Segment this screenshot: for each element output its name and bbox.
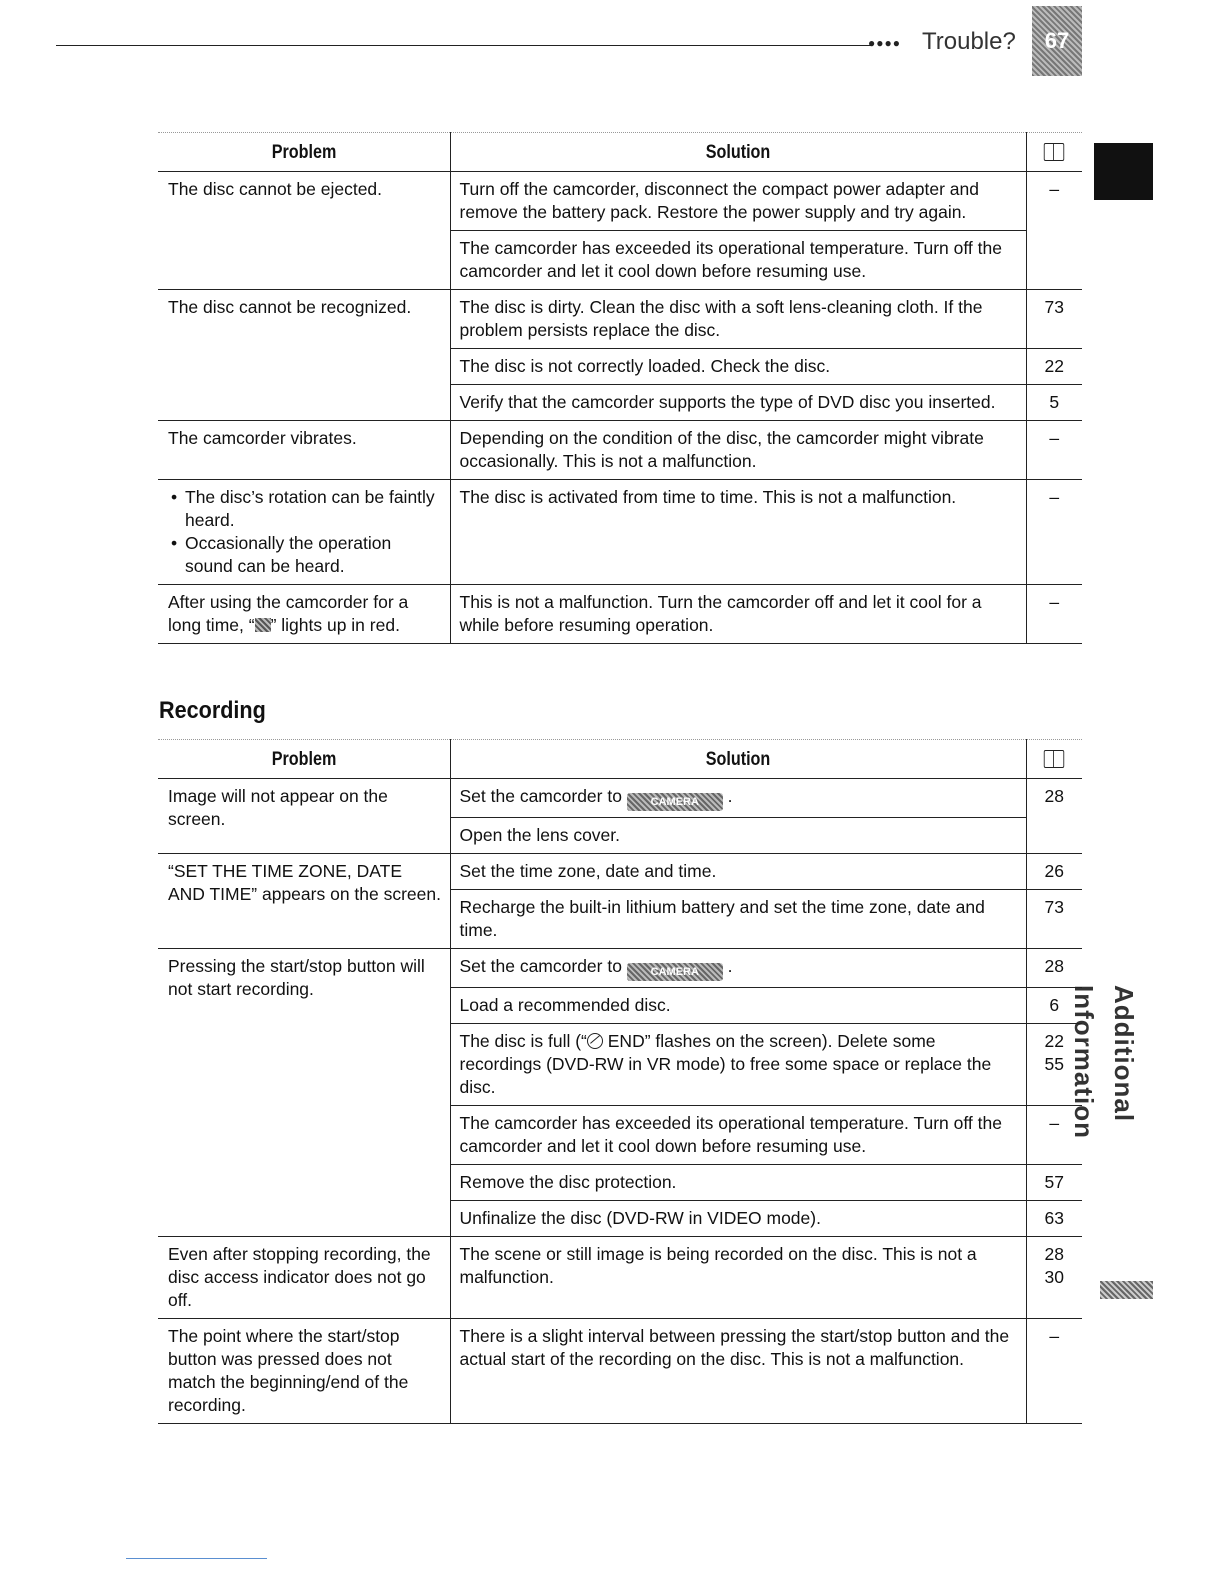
solution-cell: Depending on the condition of the disc, the camcorder might vibrate occasionally. This is not a malfunction. xyxy=(450,421,1026,480)
camera-mode-icon: CAMERA xyxy=(627,793,723,811)
solution-header: Solution xyxy=(450,133,1026,172)
solution-cell: Set the time zone, date and time. xyxy=(450,854,1026,890)
header-dots: ●●●● xyxy=(868,36,901,50)
page-ref-cell: 57 xyxy=(1026,1165,1082,1201)
table-row xyxy=(158,421,1082,480)
page-ref-cell: 26 xyxy=(1026,854,1082,890)
solution-cell: This is not a malfunction. Turn the camcorder off and let it cool for a while before resuming operation. xyxy=(450,585,1026,644)
footer-rule xyxy=(126,1558,267,1559)
problem-cell: The disc cannot be recognized. xyxy=(158,290,450,421)
camera-mode-icon: CAMERA xyxy=(627,963,723,981)
list-item: • Occasionally the operation sound can be heard. xyxy=(185,532,442,578)
recording-trouble-table xyxy=(158,739,1082,1424)
solution-text: END” flashes on the screen). Delete some recordings (DVD-RW in VR mode) to free some space or replace the disc. xyxy=(459,1031,992,1097)
chapter-stripe xyxy=(1100,1281,1153,1299)
table-row xyxy=(158,1237,1082,1319)
table-row xyxy=(158,779,1082,818)
table-row xyxy=(158,480,1082,585)
disc-trouble-table xyxy=(158,132,1082,644)
solution-cell: The disc is dirty. Clean the disc with a soft lens-cleaning cloth. If the problem persists replace the disc. xyxy=(450,290,1026,349)
solution-cell: Open the lens cover. xyxy=(450,818,1026,854)
page-section-title: Trouble? xyxy=(922,28,1016,55)
table-header-row xyxy=(158,740,1082,779)
table-row xyxy=(158,172,1082,231)
temperature-warning-icon xyxy=(255,618,271,632)
problem-cell: The camcorder vibrates. xyxy=(158,421,450,480)
problem-text: ” lights up in red. xyxy=(270,615,400,635)
page-ref-cell: – xyxy=(1026,1106,1082,1165)
table-row xyxy=(158,585,1082,644)
solution-cell: The disc is activated from time to time. This is not a malfunction. xyxy=(450,480,1026,585)
table-row xyxy=(158,854,1082,890)
solution-cell: Unfinalize the disc (DVD-RW in VIDEO mode). xyxy=(450,1201,1026,1237)
page-ref-cell: 73 xyxy=(1026,890,1082,949)
problem-header: Problem xyxy=(158,133,450,172)
page-ref-cell: 28 30 xyxy=(1026,1237,1082,1319)
disc-icon xyxy=(587,1033,603,1049)
table-row xyxy=(158,1319,1082,1424)
list-item: • The disc’s rotation can be faintly heard. xyxy=(185,486,442,532)
solution-cell: The scene or still image is being recorded on the disc. This is not a malfunction. xyxy=(450,1237,1026,1319)
page-ref-cell: 5 xyxy=(1026,385,1082,421)
solution-cell: Load a recommended disc. xyxy=(450,988,1026,1024)
problem-cell: “SET THE TIME ZONE, DATE AND TIME” appears on the screen. xyxy=(158,854,450,949)
page-ref-cell: 73 xyxy=(1026,290,1082,349)
page-ref-cell: – xyxy=(1026,421,1082,480)
solution-cell xyxy=(450,779,1026,818)
header-rule xyxy=(56,45,871,46)
solution-cell: Verify that the camcorder supports the type of DVD disc you inserted. xyxy=(450,385,1026,421)
table-row xyxy=(158,949,1082,988)
problem-cell xyxy=(158,585,450,644)
problem-cell: Pressing the start/stop button will not start recording. xyxy=(158,949,450,1237)
problem-cell: The point where the start/stop button was pressed does not match the beginning/end of the recording. xyxy=(158,1319,450,1424)
solution-cell: Remove the disc protection. xyxy=(450,1165,1026,1201)
page-ref-cell: 28 xyxy=(1026,779,1082,854)
book-icon xyxy=(1044,143,1064,161)
solution-cell xyxy=(450,949,1026,988)
solution-cell: The camcorder has exceeded its operational temperature. Turn off the camcorder and let it cool down before resuming use. xyxy=(450,231,1026,290)
problem-bullet-list xyxy=(168,486,442,578)
chapter-side-label: Additional Information xyxy=(1069,985,1139,1139)
reference-header xyxy=(1026,740,1082,779)
page-ref-cell: – xyxy=(1026,480,1082,585)
solution-cell xyxy=(450,1024,1026,1106)
solution-header: Solution xyxy=(450,740,1026,779)
page-number: 67 xyxy=(1032,6,1082,76)
solution-text: The disc is full (“ xyxy=(459,1031,587,1051)
page-ref-cell: 63 xyxy=(1026,1201,1082,1237)
problem-cell: The disc cannot be ejected. xyxy=(158,172,450,290)
solution-text: Set the camcorder to xyxy=(459,786,627,806)
solution-text: . xyxy=(722,786,733,806)
page-ref-cell: – xyxy=(1026,585,1082,644)
problem-cell: Image will not appear on the screen. xyxy=(158,779,450,854)
solution-cell: Turn off the camcorder, disconnect the compact power adapter and remove the battery pack. Restore the power supply and try again. xyxy=(450,172,1026,231)
page-ref-cell: 28 xyxy=(1026,949,1082,988)
page-ref-cell: 22 55 xyxy=(1026,1024,1082,1106)
chapter-tab-marker xyxy=(1094,143,1153,200)
recording-heading: Recording xyxy=(159,697,266,724)
solution-cell: Recharge the built-in lithium battery and set the time zone, date and time. xyxy=(450,890,1026,949)
page-ref-cell: – xyxy=(1026,172,1082,290)
solution-text: . xyxy=(722,956,733,976)
solution-cell: The camcorder has exceeded its operational temperature. Turn off the camcorder and let it cool down before resuming use. xyxy=(450,1106,1026,1165)
solution-text: Set the camcorder to xyxy=(459,956,627,976)
solution-cell: There is a slight interval between pressing the start/stop button and the actual start of the recording on the disc. This is not a malfunction. xyxy=(450,1319,1026,1424)
solution-cell: The disc is not correctly loaded. Check the disc. xyxy=(450,349,1026,385)
table-header-row xyxy=(158,133,1082,172)
page-ref-cell: 22 xyxy=(1026,349,1082,385)
page-ref-cell: 6 xyxy=(1026,988,1082,1024)
problem-text: After using the camcorder for a long time, “ xyxy=(168,592,409,635)
reference-header xyxy=(1026,133,1082,172)
table-row xyxy=(158,290,1082,349)
page-ref-cell: – xyxy=(1026,1319,1082,1424)
problem-cell: Even after stopping recording, the disc access indicator does not go off. xyxy=(158,1237,450,1319)
problem-header: Problem xyxy=(158,740,450,779)
book-icon xyxy=(1044,750,1064,768)
problem-cell xyxy=(158,480,450,585)
